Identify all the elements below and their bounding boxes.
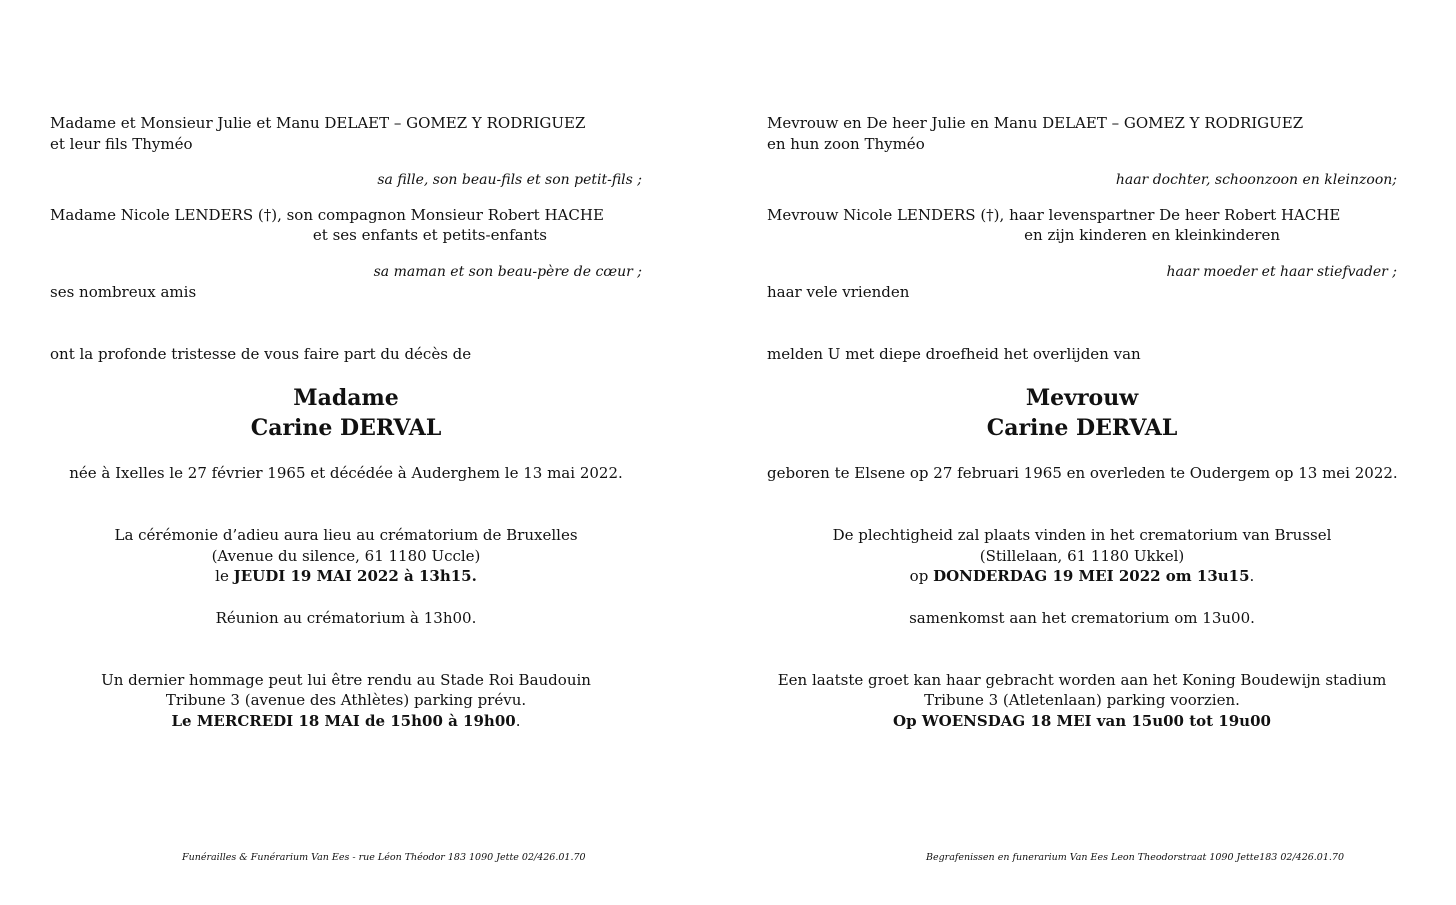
meeting: samenkomst aan het crematorium om 13u00.	[909, 609, 1255, 627]
announce: melden U met diepe droefheid het overlijden van	[767, 345, 1141, 363]
footer-nl: Begrafenissen en funerarium Van Ees Leon Theodorstraat 1090 Jette183 02/426.01.70	[926, 852, 1345, 863]
family1-line1: Mevrouw en De heer Julie en Manu DELAET – GOMEZ Y RODRIGUEZ	[767, 114, 1304, 132]
footer-fr: Funérailles & Funérarium Van Ees - rue Léon Théodor 183 1090 Jette 02/426.01.70	[182, 852, 586, 863]
tribute-date: Le MERCREDI 18 MAI de 15h00 à 19h00	[171, 712, 516, 730]
tribute-line1: Un dernier hommage peut lui être rendu au Stade Roi Baudouin	[101, 671, 591, 689]
french-column	[50, 0, 642, 905]
family1-line2: et leur fils Thyméo	[50, 135, 193, 153]
tribute-line2: Tribune 3 (Atletenlaan) parking voorzien.	[924, 691, 1240, 709]
dutch-column	[767, 0, 1397, 905]
family1-line1: Madame et Monsieur Julie et Manu DELAET – GOMEZ Y RODRIGUEZ	[50, 114, 586, 132]
ceremony-date: JEUDI 19 MAI 2022 à 13h15.	[233, 567, 477, 585]
family2-line1: Madame Nicole LENDERS (†), son compagnon Monsieur Robert HACHE	[50, 206, 604, 224]
ceremony-prefix: op	[909, 567, 934, 585]
ceremony-line3	[767, 566, 1397, 586]
ceremony-line1: De plechtigheid zal plaats vinden in het crematorium van Brussel	[832, 526, 1332, 544]
friends: ses nombreux amis	[50, 283, 197, 301]
ceremony-line1: La cérémonie d’adieu aura lieu au crématorium de Bruxelles	[114, 526, 578, 544]
friends: haar vele vrienden	[767, 283, 910, 301]
dates: geboren te Elsene op 27 februari 1965 en overleden te Oudergem op 13 mei 2022.	[767, 464, 1398, 482]
deceased-title: Mevrouw	[1025, 385, 1139, 411]
deceased-name: Carine DERVAL	[986, 415, 1178, 441]
ceremony-line2: (Avenue du silence, 61 1180 Uccle)	[211, 547, 481, 565]
ceremony-line2: (Stillelaan, 61 1180 Ukkel)	[979, 547, 1185, 565]
relation2: sa maman et son beau-père de cœur ;	[373, 264, 642, 280]
tribute-suffix: .	[515, 712, 521, 730]
family1-line2: en hun zoon Thyméo	[767, 135, 925, 153]
deceased-title: Madame	[293, 385, 399, 411]
relation2: haar moeder et haar stiefvader ;	[1166, 264, 1397, 280]
dates: née à Ixelles le 27 février 1965 et décédée à Auderghem le 13 mai 2022.	[69, 464, 623, 482]
family2-line1: Mevrouw Nicole LENDERS (†), haar levenspartner De heer Robert HACHE	[767, 206, 1341, 224]
tribute-line2: Tribune 3 (avenue des Athlètes) parking prévu.	[165, 691, 527, 709]
tribute-line3	[50, 711, 642, 731]
family2-line2: en zijn kinderen en kleinkinderen	[1024, 226, 1280, 244]
tribute-date: Op WOENSDAG 18 MEI van 15u00 tot 19u00	[893, 712, 1271, 730]
meeting: Réunion au crématorium à 13h00.	[215, 609, 477, 627]
tribute-line1: Een laatste groet kan haar gebracht worden aan het Koning Boudewijn stadium	[777, 671, 1387, 689]
ceremony-suffix: .	[1249, 567, 1255, 585]
ceremony-line3	[50, 566, 642, 586]
ceremony-prefix: le	[215, 567, 234, 585]
family2-line2: et ses enfants et petits-enfants	[312, 226, 547, 244]
relation1: haar dochter, schoonzoon en kleinzoon;	[1115, 172, 1397, 188]
deceased-name: Carine DERVAL	[250, 415, 442, 441]
ceremony-date: DONDERDAG 19 MEI 2022 om 13u15	[933, 567, 1250, 585]
announce: ont la profonde tristesse de vous faire part du décès de	[50, 345, 472, 363]
tribute-line3	[767, 711, 1397, 731]
relation1: sa fille, son beau-fils et son petit-fils ;	[377, 172, 642, 188]
